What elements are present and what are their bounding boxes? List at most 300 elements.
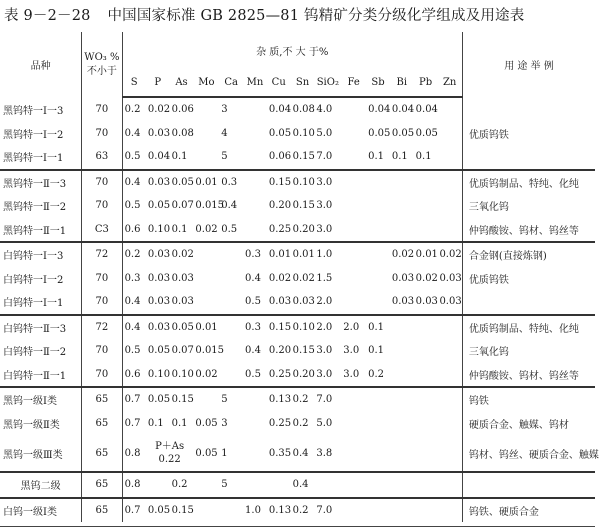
row-value: 0.03	[437, 267, 462, 291]
row-value: 0.05	[146, 498, 170, 523]
header-use: 用 途 举 例	[504, 61, 554, 72]
row-use: 优质钨制品、特纯、化纯	[462, 170, 595, 195]
caption-number: 表 9－2－28	[4, 8, 91, 24]
row-value	[341, 218, 366, 243]
row-value	[366, 218, 390, 243]
row-value: 0.01	[193, 170, 219, 195]
row-value: 0.2	[368, 368, 384, 380]
row-value	[366, 267, 390, 291]
row-value: 0.10	[291, 315, 315, 340]
row-value: 0.15	[292, 200, 315, 212]
row-wo3: 70	[82, 97, 122, 122]
row-wo3: C3	[82, 218, 122, 243]
row-name: 黑钨特一Ⅱ一2	[0, 194, 82, 218]
row-value: 0.05	[170, 170, 194, 195]
row-name: 黑钨一级Ⅰ类	[0, 387, 82, 412]
row-value: 0.03	[146, 242, 170, 267]
row-use: 优质钨制品、特纯、化纯	[462, 315, 595, 340]
row-value	[366, 290, 390, 315]
row-value	[437, 387, 462, 412]
row-value: 0.25	[268, 417, 292, 429]
row-value-p-as	[146, 435, 194, 472]
row-value: 5.0	[316, 417, 333, 429]
table-row	[0, 122, 595, 146]
row-value: 0.13	[267, 387, 291, 412]
row-value: 5.0	[316, 127, 333, 139]
row-value: 0.15	[292, 345, 315, 357]
row-wo3: 70	[82, 267, 122, 291]
row-value	[414, 170, 438, 195]
row-value: 0.01	[414, 242, 438, 267]
table-row	[0, 218, 595, 243]
row-value	[341, 412, 366, 436]
row-value: 0.08	[171, 127, 194, 139]
row-wo3: 65	[82, 387, 122, 412]
row-value: 0.1	[171, 151, 188, 163]
row-value: 0.3	[124, 272, 141, 284]
row-value: 0.03	[391, 296, 415, 308]
row-value	[390, 315, 414, 340]
row-value	[243, 97, 267, 122]
row-value: 0.4	[245, 345, 261, 357]
row-value: 1	[221, 447, 228, 459]
row-value: 0.10	[292, 127, 315, 139]
row-value: 0.05	[147, 200, 171, 212]
table-row	[0, 194, 595, 218]
row-value	[146, 472, 170, 498]
row-value	[414, 339, 438, 363]
row-value: 0.2	[170, 472, 194, 498]
row-value	[414, 435, 438, 472]
table-row	[0, 435, 595, 472]
row-value	[243, 412, 267, 436]
row-value: 0.05	[170, 315, 194, 340]
row-value: 0.01	[291, 242, 315, 267]
row-value: 0.05	[146, 387, 170, 412]
row-value: 0.1	[147, 417, 164, 429]
row-value: 2.0	[341, 315, 366, 340]
row-value: 0.2	[292, 417, 309, 429]
row-value: 0.1	[171, 417, 188, 429]
row-value: 0.02	[292, 272, 315, 284]
row-value	[341, 267, 366, 291]
header-element: Cu	[267, 68, 291, 97]
row-name: 黑钨一级Ⅱ类	[0, 412, 82, 436]
header-element: SiO₂	[314, 68, 341, 97]
row-name: 黑钨特一Ⅰ一3	[0, 97, 82, 122]
row-value	[366, 387, 390, 412]
table-row	[0, 170, 595, 195]
row-use: 钨材、钨丝、硬质合金、触媒	[468, 449, 599, 461]
row-value	[390, 498, 414, 523]
header-impurities: 杂 质,不 大 于%	[122, 32, 462, 68]
row-value: 5	[221, 151, 228, 163]
header-element: Zn	[437, 68, 462, 97]
row-wo3: 70	[82, 339, 122, 363]
row-value	[243, 435, 267, 472]
row-value: 0.04	[368, 104, 391, 116]
table-bottom-rule	[0, 526, 595, 527]
table-row	[0, 412, 595, 436]
row-value: 0.10	[171, 368, 194, 380]
row-value: 0.15	[292, 151, 315, 163]
row-value	[193, 387, 219, 412]
row-value	[219, 290, 243, 315]
row-use	[462, 290, 595, 315]
table-caption	[4, 4, 594, 26]
row-value: 0.2	[291, 498, 315, 523]
header-element: S	[122, 68, 146, 97]
table-row	[0, 498, 595, 523]
row-value	[341, 194, 366, 218]
row-value: 0.01	[267, 242, 291, 267]
row-wo3: 70	[82, 363, 122, 388]
row-value	[437, 339, 462, 363]
row-value	[193, 267, 219, 291]
row-value	[366, 498, 390, 523]
row-value: 0.1	[366, 315, 390, 340]
row-value	[437, 170, 462, 195]
row-value: 7.0	[316, 151, 333, 163]
row-value: 0.04	[415, 104, 438, 116]
row-value	[193, 290, 219, 315]
p-as-label: P＋As	[155, 441, 185, 452]
row-value: 0.13	[267, 498, 291, 523]
row-value	[341, 122, 366, 146]
row-use	[462, 145, 595, 170]
row-value: 0.4	[221, 200, 238, 212]
header-element: As	[170, 68, 194, 97]
row-value	[437, 472, 462, 498]
row-value: 0.1	[368, 151, 384, 163]
row-value	[243, 122, 267, 146]
row-use: 三氧化钨	[468, 347, 509, 359]
row-value: 0.03	[171, 296, 194, 308]
row-value	[219, 267, 243, 291]
row-value	[243, 218, 267, 243]
row-use	[462, 472, 595, 498]
header-element: Ca	[219, 68, 243, 97]
row-wo3: 72	[82, 315, 122, 340]
row-value: 0.03	[147, 272, 171, 284]
row-name: 白钨特一Ⅰ一2	[0, 267, 82, 291]
row-value: 3.0	[314, 170, 341, 195]
row-value	[341, 145, 366, 170]
row-value: 0.07	[171, 345, 194, 357]
row-wo3: 72	[82, 242, 122, 267]
row-value: 0.01	[193, 315, 219, 340]
row-value: 0.4	[122, 170, 146, 195]
row-value: 0.1	[415, 151, 432, 163]
row-value: 0.02	[195, 368, 218, 380]
row-value: 3	[221, 104, 228, 116]
row-value: 5	[219, 387, 243, 412]
header-element: Bi	[390, 68, 414, 97]
row-value: 0.5	[245, 368, 261, 380]
row-value: 4	[221, 127, 228, 139]
row-name: 黑钨二级	[0, 472, 82, 498]
row-value: 0.05	[268, 127, 292, 139]
row-wo3: 65	[82, 435, 122, 472]
row-value	[366, 170, 390, 195]
row-value: 0.5	[245, 296, 261, 308]
row-value: 0.06	[171, 104, 194, 116]
row-use: 硬质合金、触媒、钨材	[468, 419, 569, 431]
row-value	[366, 194, 390, 218]
table-row	[0, 267, 595, 291]
row-value	[193, 145, 219, 170]
row-value: 0.015	[195, 200, 225, 212]
row-name: 白钨一级Ⅰ类	[0, 498, 82, 523]
header-element: Fe	[341, 68, 366, 97]
row-value: 0.3	[243, 315, 267, 340]
row-value: 0.5	[221, 223, 238, 235]
row-value	[193, 498, 219, 523]
row-value	[314, 472, 341, 498]
row-value: 0.05	[147, 345, 171, 357]
row-value: 2.0	[314, 315, 341, 340]
header-wo3-min: 不小于	[86, 65, 117, 77]
row-value	[366, 412, 390, 436]
row-value: 0.3	[219, 170, 243, 195]
row-value: 0.04	[268, 104, 292, 116]
row-value	[414, 363, 438, 388]
row-value: 0.05	[368, 127, 391, 139]
table-row	[0, 339, 595, 363]
row-value	[437, 194, 462, 218]
header-element: Sb	[366, 68, 390, 97]
tungsten-concentrate-table	[0, 32, 599, 522]
row-value: 0.03	[437, 290, 462, 315]
row-value	[219, 363, 243, 388]
row-name: 黑钨一级Ⅲ类	[0, 435, 82, 472]
row-value: 0.05	[391, 127, 415, 139]
p-as-value: 0.22	[158, 454, 181, 465]
row-value: 0.4	[245, 272, 261, 284]
row-value: 0.10	[147, 223, 171, 235]
header-wo3-label: WO₃ %	[84, 51, 120, 63]
row-value: 0.02	[170, 242, 194, 267]
table-row	[0, 315, 595, 340]
row-value	[414, 472, 438, 498]
row-value	[437, 145, 462, 170]
row-value: 0.5	[124, 200, 141, 212]
row-value	[437, 122, 462, 146]
row-value: 0.02	[147, 104, 171, 116]
row-value: 0.15	[170, 498, 194, 523]
row-value: 3.8	[316, 447, 333, 459]
row-value	[390, 412, 414, 436]
row-wo3: 70	[82, 290, 122, 315]
header-wo3	[82, 32, 122, 97]
table-row	[0, 145, 595, 170]
row-name: 黑钨特一Ⅰ一2	[0, 122, 82, 146]
row-value: 0.5	[124, 345, 141, 357]
row-value: 3.0	[316, 223, 333, 235]
row-wo3: 70	[82, 170, 122, 195]
row-value	[437, 435, 462, 472]
row-name: 黑钨特一Ⅰ一1	[0, 145, 82, 170]
row-value: 0.6	[124, 368, 141, 380]
row-value: 0.08	[292, 104, 315, 116]
row-value	[414, 387, 438, 412]
row-value: 0.03	[268, 296, 292, 308]
table-row	[0, 472, 595, 498]
row-value: 0.03	[391, 272, 415, 284]
row-value	[243, 387, 267, 412]
row-value: 0.2	[122, 242, 146, 267]
row-value: 0.015	[195, 345, 225, 357]
caption-title: 中国国家标准 GB 2825—81 钨精矿分类分级化学组成及用途表	[107, 8, 525, 24]
row-value	[414, 498, 438, 523]
row-name: 黑钨特一Ⅱ一1	[0, 218, 82, 243]
row-value: 0.06	[268, 151, 292, 163]
row-name: 白钨特一Ⅱ一2	[0, 339, 82, 363]
row-value	[390, 387, 414, 412]
row-name: 白钨特一Ⅰ一3	[0, 242, 82, 267]
row-value	[243, 145, 267, 170]
row-value: 0.03	[171, 272, 194, 284]
row-value: 3.0	[316, 368, 333, 380]
row-value	[219, 315, 243, 340]
row-value	[341, 97, 366, 122]
row-value: 0.8	[122, 472, 146, 498]
row-value: 0.2	[291, 387, 315, 412]
row-wo3: 63	[82, 145, 122, 170]
row-value: 0.25	[268, 223, 292, 235]
row-value: 0.5	[124, 151, 141, 163]
row-value: 0.15	[267, 170, 291, 195]
row-value	[267, 472, 291, 498]
row-value	[437, 412, 462, 436]
row-value: 0.15	[267, 315, 291, 340]
row-value: 0.6	[124, 223, 141, 235]
header-element: Sn	[291, 68, 315, 97]
row-value: 7.0	[314, 498, 341, 523]
header-element: Mn	[243, 68, 267, 97]
row-value: 0.1	[368, 345, 384, 357]
row-value	[243, 472, 267, 498]
table-row	[0, 387, 595, 412]
row-value: 0.4	[122, 315, 146, 340]
row-value: 0.1	[391, 151, 408, 163]
row-wo3: 70	[82, 194, 122, 218]
row-value: 0.4	[124, 127, 141, 139]
row-use: 优质钨铁	[468, 129, 509, 141]
row-value: 0.7	[122, 498, 146, 523]
row-value	[341, 435, 366, 472]
row-value: 0.02	[437, 242, 462, 267]
row-value	[437, 363, 462, 388]
table-row	[0, 363, 595, 388]
row-value: 0.03	[146, 170, 170, 195]
row-value: 0.1	[171, 223, 188, 235]
row-value: 3.0	[343, 345, 360, 357]
row-value: 0.20	[268, 345, 292, 357]
row-value: 0.7	[124, 417, 141, 429]
row-use: 仲钨酸铵、钨材、钨丝等	[468, 225, 579, 237]
row-value: 7.0	[314, 387, 341, 412]
row-value: 0.07	[171, 200, 194, 212]
row-value: 0.03	[415, 296, 438, 308]
row-value	[219, 242, 243, 267]
row-value: 0.10	[147, 368, 171, 380]
row-value: 0.03	[147, 127, 171, 139]
row-wo3: 70	[82, 122, 122, 146]
table-row	[0, 290, 595, 315]
header-name: 品种	[0, 32, 82, 97]
row-value: 0.4	[291, 472, 315, 498]
row-use: 钨铁	[462, 387, 595, 412]
table-row	[0, 97, 595, 122]
row-value	[414, 218, 438, 243]
row-value: 0.05	[195, 447, 218, 459]
row-value	[366, 435, 390, 472]
row-value	[341, 242, 366, 267]
row-value: 1.0	[243, 498, 267, 523]
row-use: 优质钨铁	[468, 274, 509, 286]
row-use: 三氧化钨	[468, 202, 509, 214]
row-value	[341, 170, 366, 195]
header-element: P	[146, 68, 170, 97]
row-value: 0.05	[415, 127, 438, 139]
row-value: 5	[219, 472, 243, 498]
row-value: 0.02	[195, 223, 218, 235]
row-value	[414, 194, 438, 218]
row-value: 0.8	[124, 447, 141, 459]
header-element: Mo	[193, 68, 219, 97]
row-use	[462, 97, 595, 122]
row-value	[341, 387, 366, 412]
row-value: 0.03	[292, 296, 315, 308]
row-use: 钨铁、硬质合金	[462, 498, 595, 523]
row-value: 0.05	[195, 417, 218, 429]
header-element: Pb	[414, 68, 438, 97]
row-value	[341, 498, 366, 523]
row-value	[390, 339, 414, 363]
row-name: 白钨特一Ⅱ一3	[0, 315, 82, 340]
row-name: 白钨特一Ⅱ一1	[0, 363, 82, 388]
row-value: 0.7	[122, 387, 146, 412]
row-value	[390, 194, 414, 218]
row-value	[366, 242, 390, 267]
row-value: 0.20	[292, 223, 315, 235]
row-value	[437, 218, 462, 243]
row-wo3: 65	[82, 412, 122, 436]
row-value: 0.20	[268, 200, 292, 212]
row-value: 4.0	[316, 104, 333, 116]
row-value: 1.0	[314, 242, 341, 267]
row-value	[341, 472, 366, 498]
row-value: 0.15	[170, 387, 194, 412]
row-value: 0.35	[268, 447, 292, 459]
row-value: 0.10	[291, 170, 315, 195]
row-value	[390, 472, 414, 498]
row-value	[414, 412, 438, 436]
row-value	[193, 472, 219, 498]
row-value	[193, 242, 219, 267]
row-value	[414, 315, 438, 340]
row-name: 黑钨特一Ⅱ一3	[0, 170, 82, 195]
row-value: 0.04	[391, 104, 415, 116]
row-value: 0.2	[124, 104, 141, 116]
table-row	[0, 242, 595, 267]
row-value	[193, 97, 219, 122]
row-value: 0.4	[124, 296, 141, 308]
row-value	[390, 435, 414, 472]
row-value: 0.03	[147, 296, 171, 308]
row-value: 0.03	[146, 315, 170, 340]
